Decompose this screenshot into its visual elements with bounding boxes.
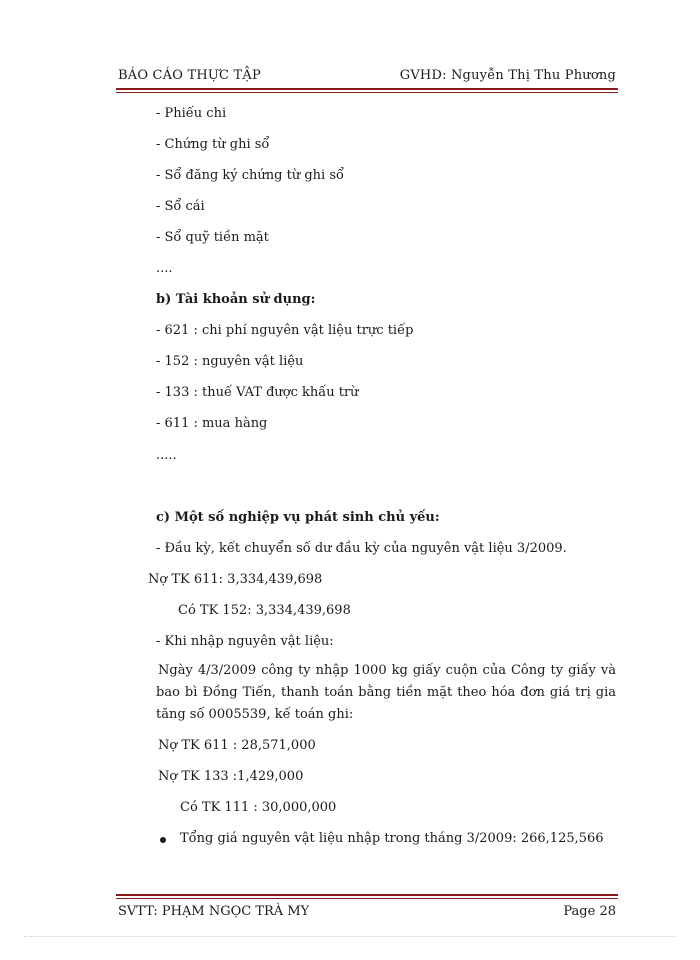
debit-entry: Nợ TK 611 : 28,571,000 [158,738,316,753]
ellipsis: .... [156,261,173,276]
header-report-title: BÁO CÁO THỰC TẬP [118,68,261,83]
credit-entry: Có TK 111 : 30,000,000 [180,800,337,815]
page-number: Page 28 [563,904,616,919]
header-supervisor: GVHD: Nguyễn Thị Thu Phương [399,68,616,83]
bullet-icon [160,837,166,843]
account-item: - 621 : chi phí nguyên vật liệu trực tiếp [156,323,414,338]
debit-entry: Nợ TK 611: 3,334,439,698 [148,572,323,587]
list-item: - Sổ đăng ký chứng từ ghi sổ [156,168,344,183]
section-heading-c: c) Một số nghiệp vụ phát sinh chủ yếu: [156,510,440,525]
page-header [118,68,616,83]
account-item: - 133 : thuế VAT được khấu trừ [156,385,359,400]
account-item: - 152 : nguyên vật liệu [156,354,304,369]
page-edge [24,936,676,937]
list-item: - Phiếu chi [156,106,227,121]
footer-student: SVTT: PHẠM NGỌC TRÀ MY [118,904,310,919]
transaction-paragraph: Ngày 4/3/2009 công ty nhập 1000 kg giấy cuộn của Công ty giấy và bao bì Đồng Tiến, thanh toán bằng tiền mặt theo hóa đơn giá trị gia tăng số 0005539, kế toán ghi: [156,663,616,722]
account-item: - 611 : mua hàng [156,416,268,431]
total-line: Tổng giá nguyên vật liệu nhập trong tháng 3/2009: 266,125,566 [180,831,604,846]
credit-entry: Có TK 152: 3,334,439,698 [178,603,351,618]
footer-rule [116,894,618,899]
text-line: - Đầu kỳ, kết chuyển số dư đầu kỳ của nguyên vật liệu 3/2009. [156,541,567,556]
page-footer [118,904,616,919]
list-item: - Sổ quỹ tiền mặt [156,230,269,245]
ellipsis: ..... [156,448,177,463]
section-heading-b: b) Tài khoản sử dụng: [156,292,316,307]
list-item: - Chứng từ ghi sổ [156,137,270,152]
list-item: - Sổ cái [156,199,205,214]
header-rule [116,88,618,93]
text-line: - Khi nhập nguyên vật liệu: [156,634,334,649]
debit-entry: Nợ TK 133 :1,429,000 [158,769,304,784]
